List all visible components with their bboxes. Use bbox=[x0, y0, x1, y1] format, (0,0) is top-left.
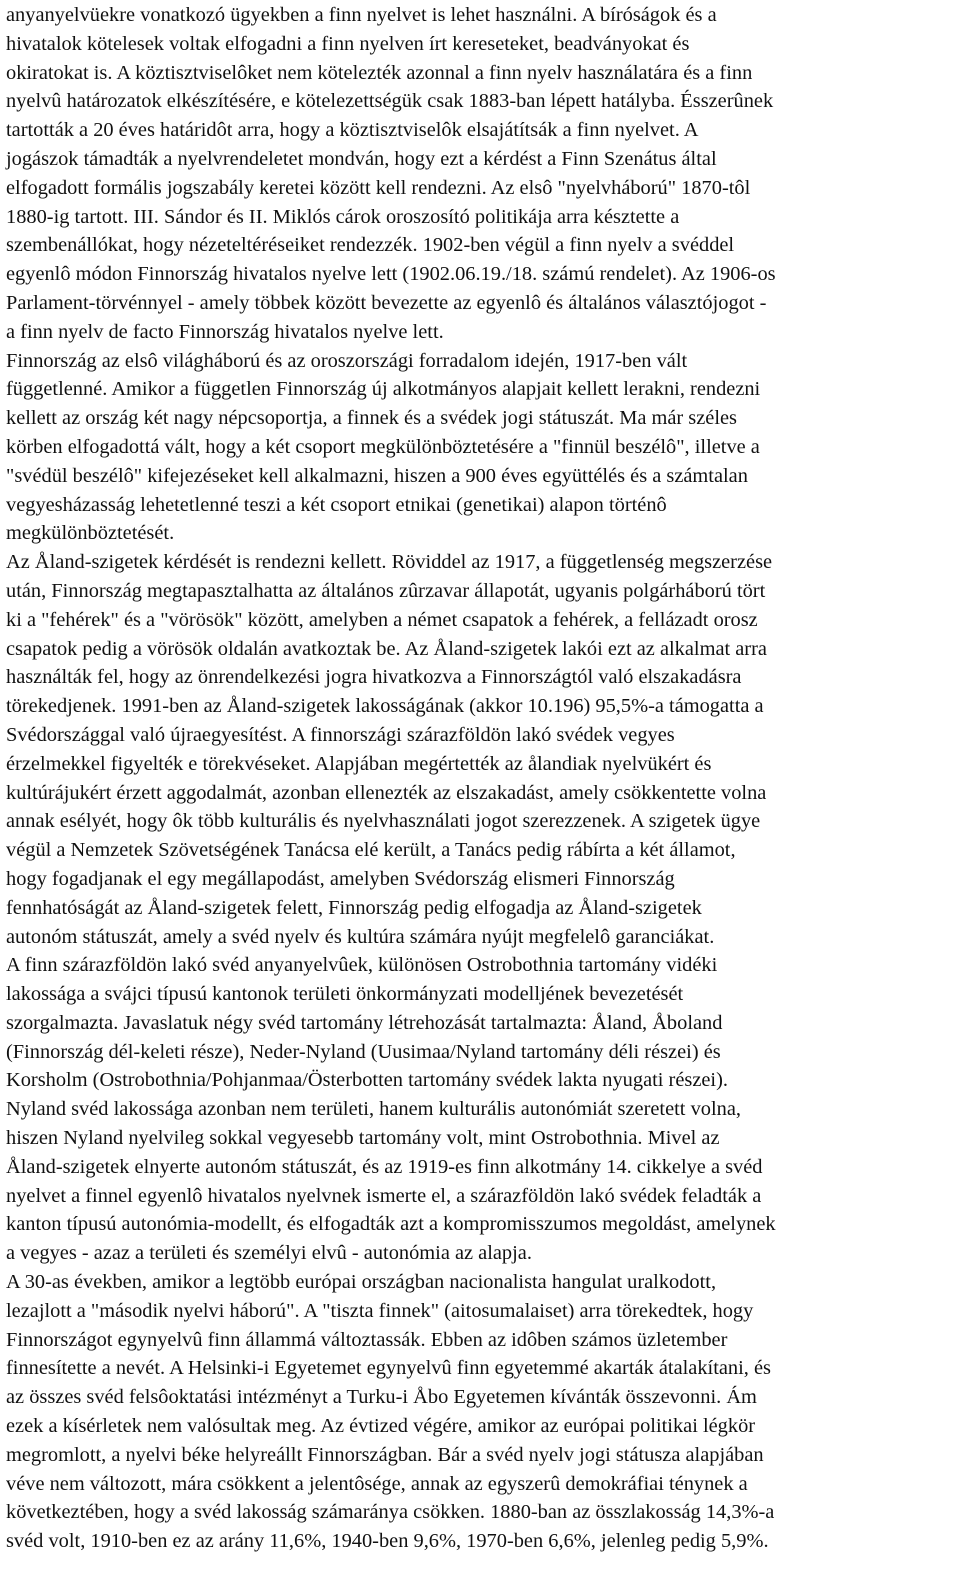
text-line: megkülönböztetését. bbox=[6, 522, 175, 545]
text-line: nyelvet a finnel egyenlô hivatalos nyelvnek ismerte el, a szárazföldön lakó svédek feladták a bbox=[6, 1184, 762, 1207]
text-line: a finn nyelv de facto Finnország hivatalos nyelve lett. bbox=[6, 320, 444, 343]
text-line: Nyland svéd lakossága azonban nem területi, hanem kulturális autonómiát szeretett volna, bbox=[6, 1098, 741, 1121]
text-line: okiratokat is. A köztisztviselôket nem kötelezték azonnal a finn nyelv használatára és a finn bbox=[6, 61, 753, 84]
text-line: hogy fogadjanak el egy megállapodást, amelyben Svédország elismeri Finnország bbox=[6, 867, 675, 890]
text-line: használták fel, hogy az önrendelkezési jogra hivatkozva a Finnországtól való elszakadásra bbox=[6, 666, 742, 689]
text-line: kanton típusú autonómia-modellt, és elfogadták azt a kompromisszumos megoldást, amelynek bbox=[6, 1213, 776, 1236]
text-line: kultúrájukért érzett aggodalmát, azonban ellenezték az elszakadást, amely csökkentette volna bbox=[6, 781, 767, 804]
text-line: 1880-ig tartott. III. Sándor és II. Miklós cárok oroszosító politikája arra késztette a bbox=[6, 205, 680, 228]
text-line: A 30-as években, amikor a legtöbb európai országban nacionalista hangulat uralkodott, bbox=[6, 1271, 717, 1294]
text-line: hivatalok kötelesek voltak elfogadni a finn nyelven írt kereseteket, beadványokat és bbox=[6, 32, 690, 55]
text-line: egyenlô módon Finnország hivatalos nyelve lett (1902.06.19./18. számú rendelet). Az 1906-os bbox=[6, 263, 776, 286]
text-line: finnesítette a nevét. A Helsinki-i Egyetemet egynyelvû finn egyetemmé akarták átalakítani, és bbox=[6, 1357, 771, 1380]
text-line: nyelvû határozatok elkészítésére, e kötelezettségük csak 1883-ban lépett hatályba. Ésszerûnek bbox=[6, 90, 774, 113]
text-line: jogászok támadták a nyelvrendeletet mondván, hogy ezt a kérdést a Finn Szenátus által bbox=[6, 147, 717, 170]
text-line: anyanyelvüekre vonatkozó ügyekben a finn nyelvet is lehet használni. A bíróságok és a bbox=[6, 4, 717, 26]
text-line: megromlott, a nyelvi béke helyreállt Finnországban. Bár a svéd nyelv jogi státusza alapjában bbox=[6, 1443, 764, 1466]
text-line: A finn szárazföldön lakó svéd anyanyelvûek, különösen Ostrobothnia tartomány vidéki bbox=[6, 954, 718, 977]
text-line: Korsholm (Ostrobothnia/Pohjanmaa/Österbotten tartomány svédek lakta nyugati részei). bbox=[6, 1069, 728, 1092]
text-line: függetlenné. Amikor a független Finnország új alkotmányos alapjait kellett lerakni, rendezni bbox=[6, 378, 761, 401]
text-line: a vegyes - azaz a területi és személyi elvû - autonómia az alapja. bbox=[6, 1242, 532, 1265]
text-line: véve nem változott, mára csökkent a jelentôsége, annak az egyszerû demokráfiai ténynek a bbox=[6, 1472, 748, 1495]
text-line: végül a Nemzetek Szövetségének Tanácsa elé került, a Tanács pedig rábírta a két államot, bbox=[6, 839, 736, 862]
text-line: Finnország az elsô világháború és az oroszországi forradalom idején, 1917-ben vált bbox=[6, 349, 688, 372]
text-line: lakossága a svájci típusú kantonok területi önkormányzati modelljének bevezetését bbox=[6, 983, 684, 1006]
text-line: (Finnország dél-keleti része), Neder-Nyland (Uusimaa/Nyland tartomány déli részei) és bbox=[6, 1040, 721, 1063]
text-line: hiszen Nyland nyelvileg sokkal vegyesebb tartomány volt, mint Ostrobothnia. Mivel az bbox=[6, 1127, 720, 1150]
text-line: az összes svéd felsôoktatási intézményt a Turku-i Åbo Egyetemen kívánták összevonni. Ám bbox=[6, 1386, 757, 1409]
text-line: annak esélyét, hogy ôk több kulturális és nyelvhasználati jogot szerezzenek. A szigetek ügye bbox=[6, 810, 761, 833]
text-line: csapatok pedig a vörösök oldalán avatkoztak be. Az Åland-szigetek lakói ezt az alkalmat arra bbox=[6, 637, 767, 660]
text-line: körben elfogadottá vált, hogy a két csoport megkülönböztetésére a "finnül beszélô", illetve a bbox=[6, 435, 760, 458]
text-line: tartották a 20 éves határidôt arra, hogy a köztisztviselôk elsajátítsák a finn nyelvet. A bbox=[6, 119, 699, 142]
text-line: fennhatóságát az Åland-szigetek felett, Finnország pedig elfogadja az Åland-szigetek bbox=[6, 896, 702, 919]
document-body bbox=[6, 1, 954, 1556]
text-line: vegyesházasság lehetetlenné teszi a két csoport etnikai (genetikai) alapon történô bbox=[6, 493, 667, 516]
text-line: Svédországgal való újraegyesítést. A finnországi szárazföldön lakó svédek vegyes bbox=[6, 723, 675, 746]
text-line: szembenállókat, hogy nézeteltéréseiket rendezzék. 1902-ben végül a finn nyelv a svéddel bbox=[6, 234, 735, 257]
text-line: után, Finnország megtapasztalhatta az általános zûrzavar állapotát, ugyanis polgárháború tört bbox=[6, 579, 766, 602]
text-line: Åland-szigetek elnyerte autonóm státuszát, és az 1919-es finn alkotmány 14. cikkelye a svéd bbox=[6, 1155, 763, 1178]
text-line: "svédül beszélô" kifejezéseket kell alkalmazni, hiszen a 900 éves együttélés és a számtalan bbox=[6, 464, 748, 487]
text-line: autonóm státuszát, amely a svéd nyelv és kultúra számára nyújt megfelelô garanciákat. bbox=[6, 925, 715, 948]
text-line: kellett az ország két nagy népcsoportja, a finnek és a svédek jogi státuszát. Ma már széles bbox=[6, 407, 737, 430]
text-line: ezek a kísérletek nem valósultak meg. Az évtized végére, amikor az európai politikai légkör bbox=[6, 1415, 756, 1438]
text-line: érzelmekkel figyelték e törekvéseket. Alapjában megértették az ålandiak nyelvükért és bbox=[6, 752, 712, 775]
text-line: szorgalmazta. Javaslatuk négy svéd tartomány létrehozását tartalmazta: Åland, Åboland bbox=[6, 1011, 723, 1034]
text-line: következtében, hogy a svéd lakosság számaránya csökken. 1880-ban az összlakosság 14,3%-a bbox=[6, 1501, 775, 1524]
text-line: ki a "fehérek" és a "vörösök" között, amelyben a német csapatok a fehérek, a fellázadt orosz bbox=[6, 608, 758, 631]
text-line: törekedjenek. 1991-ben az Åland-szigetek lakosságának (akkor 10.196) 95,5%-a támogatta a bbox=[6, 695, 764, 718]
text-line: Az Åland-szigetek kérdését is rendezni kellett. Röviddel az 1917, a függetlenség megszerzése bbox=[6, 551, 773, 574]
text-line: Parlament-törvénnyel - amely többek között bevezette az egyenlô és általános választójogot - bbox=[6, 291, 767, 314]
text-line: elfogadott formális jogszabály keretei között kell rendezni. Az elsô "nyelvháború" 1870-tôl bbox=[6, 176, 751, 199]
text-line: svéd volt, 1910-ben ez az arány 11,6%, 1940-ben 9,6%, 1970-ben 6,6%, jelenleg pedig 5,9%. bbox=[6, 1530, 769, 1553]
text-line: Finnországot egynyelvû finn állammá változtassák. Ebben az idôben számos üzletember bbox=[6, 1328, 728, 1351]
text-line: lezajlott a "második nyelvi háború". A "tiszta finnek" (aitosumalaiset) arra törekedtek, hogy bbox=[6, 1299, 754, 1322]
